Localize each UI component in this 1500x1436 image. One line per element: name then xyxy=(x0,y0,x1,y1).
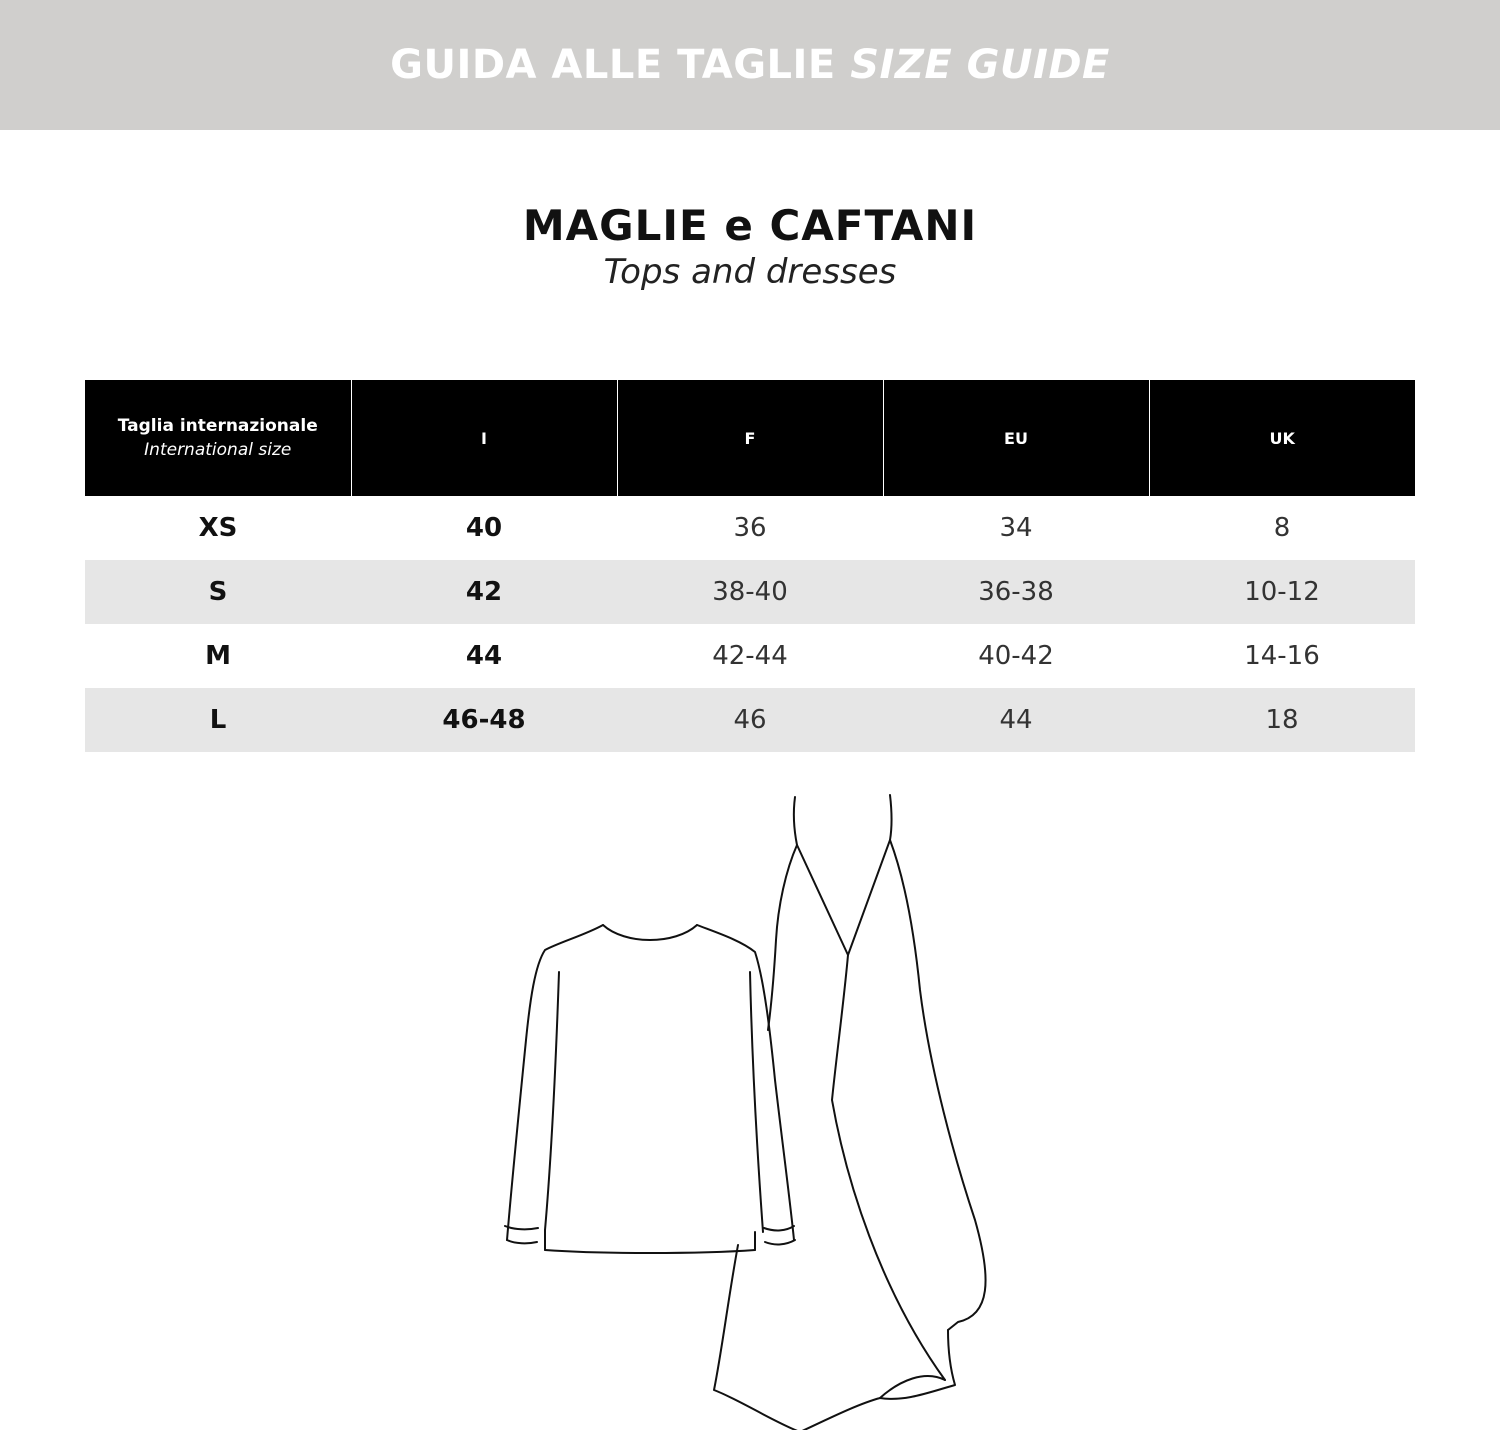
table-row xyxy=(85,496,1415,560)
cell-eu: 44 xyxy=(883,688,1149,752)
long-sleeve-top-drawing xyxy=(505,925,795,1253)
header-col-uk: UK xyxy=(1149,380,1415,496)
cell-size: S xyxy=(85,560,351,624)
cell-eu: 34 xyxy=(883,496,1149,560)
cell-eu: 40-42 xyxy=(883,624,1149,688)
garment-illustration xyxy=(480,780,1020,1430)
banner-title xyxy=(390,42,1110,88)
cell-i: 40 xyxy=(351,496,617,560)
cell-i: 46-48 xyxy=(351,688,617,752)
section-subtitle: Tops and dresses xyxy=(603,252,897,292)
table-row xyxy=(85,560,1415,624)
header-size-italian: Taglia internazionale xyxy=(117,416,318,436)
table-row xyxy=(85,688,1415,752)
section-heading xyxy=(0,198,1500,294)
size-table xyxy=(85,380,1415,752)
cell-f: 42-44 xyxy=(617,624,883,688)
cell-f: 46 xyxy=(617,688,883,752)
cell-i: 42 xyxy=(351,560,617,624)
cell-size: L xyxy=(85,688,351,752)
header-size-english: International size xyxy=(144,440,292,460)
header-col-f: F xyxy=(617,380,883,496)
table-row xyxy=(85,624,1415,688)
banner-title-italian: GUIDA ALLE TAGLIE xyxy=(390,42,836,88)
top-banner xyxy=(0,0,1500,130)
header-col-eu: EU xyxy=(883,380,1149,496)
cell-f: 38-40 xyxy=(617,560,883,624)
banner-title-english: SIZE GUIDE xyxy=(850,42,1110,88)
cell-uk: 10-12 xyxy=(1149,560,1415,624)
cell-f: 36 xyxy=(617,496,883,560)
cell-i: 44 xyxy=(351,624,617,688)
section-title: MAGLIE e CAFTANI xyxy=(522,201,978,250)
cell-size: XS xyxy=(85,496,351,560)
cell-uk: 18 xyxy=(1149,688,1415,752)
header-international-size xyxy=(85,380,351,496)
cell-eu: 36-38 xyxy=(883,560,1149,624)
table-header-row xyxy=(85,380,1415,496)
header-col-i: I xyxy=(351,380,617,496)
cell-size: M xyxy=(85,624,351,688)
cell-uk: 14-16 xyxy=(1149,624,1415,688)
cell-uk: 8 xyxy=(1149,496,1415,560)
